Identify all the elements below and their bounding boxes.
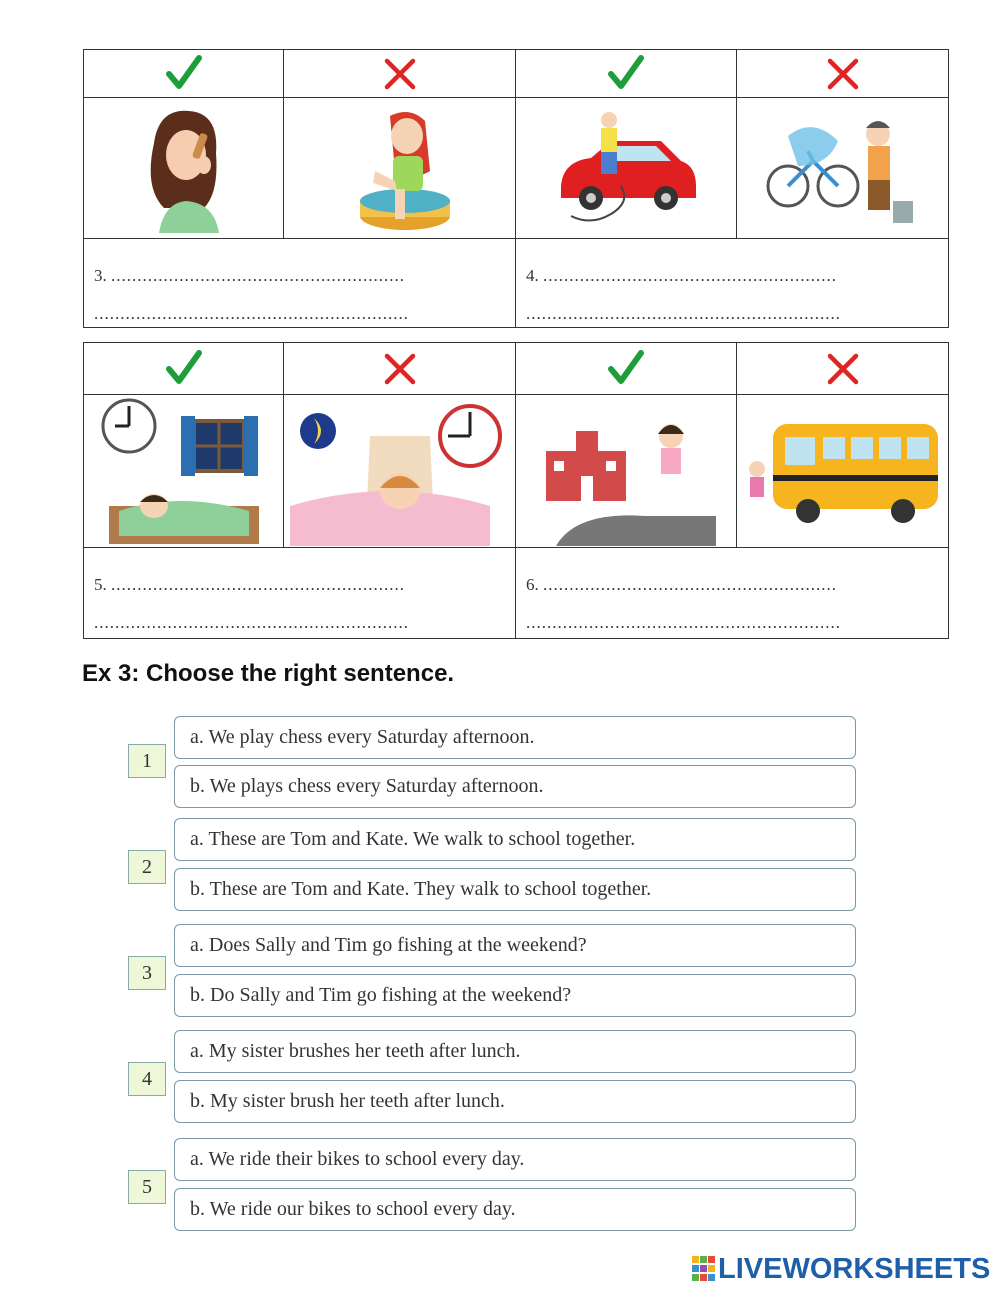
exercise-table-bottom [83, 342, 949, 639]
option-a[interactable]: a. We play chess every Saturday afternoon. [174, 716, 856, 759]
option-a[interactable]: a. Does Sally and Tim go fishing at the weekend? [174, 924, 856, 967]
question-number: 4 [128, 1062, 166, 1096]
option-a[interactable]: a. We ride their bikes to school every day. [174, 1138, 856, 1181]
answer-line[interactable]: ............................................................ [94, 613, 409, 632]
check-icon [516, 343, 737, 394]
answer-label: 6. [526, 575, 539, 594]
option-b[interactable]: b. My sister brush her teeth after lunch. [174, 1080, 856, 1123]
logo-text: LIVEWORKSHEETS [718, 1253, 991, 1285]
option-b[interactable]: b. We plays chess every Saturday afternoon. [174, 765, 856, 808]
answer-line[interactable]: ........................................................ [111, 266, 405, 285]
option-b[interactable]: b. We ride our bikes to school every day. [174, 1188, 856, 1231]
logo-mark-icon [692, 1256, 716, 1284]
question-number: 2 [128, 850, 166, 884]
check-icon [516, 50, 737, 97]
mark-row [84, 343, 948, 395]
check-icon [84, 343, 284, 394]
answer-5 [84, 548, 516, 638]
girl-combing-hair-picture [84, 98, 284, 238]
children-on-school-bus-picture [737, 395, 948, 547]
man-washing-bike-picture [737, 98, 948, 238]
boy-washing-car-picture [516, 98, 737, 238]
girl-sleeping-at-nine-picture [84, 395, 284, 547]
check-icon [84, 50, 284, 97]
liveworksheets-logo [692, 1253, 990, 1286]
picture-row [84, 98, 948, 239]
answer-label: 5. [94, 575, 107, 594]
girl-walking-to-school-picture [516, 395, 737, 547]
cross-icon [737, 50, 948, 97]
answer-line[interactable]: ........................................................ [111, 575, 405, 594]
answer-line[interactable]: ........................................................ [543, 266, 837, 285]
exercise-3-title: Ex 3: Choose the right sentence. [82, 660, 455, 687]
answer-line[interactable]: ........................................................ [543, 575, 837, 594]
answer-6 [516, 548, 948, 638]
question-number: 1 [128, 744, 166, 778]
girl-in-bed-at-nine-picture [284, 395, 516, 547]
answer-line[interactable]: ............................................................ [526, 613, 841, 632]
picture-row [84, 395, 948, 548]
option-b[interactable]: b. These are Tom and Kate. They walk to school together. [174, 868, 856, 911]
cross-icon [284, 343, 516, 394]
answer-label: 4. [526, 266, 539, 285]
answer-row [84, 548, 948, 638]
cross-icon [737, 343, 948, 394]
answer-row [84, 239, 948, 327]
mark-row [84, 50, 948, 98]
question-number: 5 [128, 1170, 166, 1204]
cross-icon [284, 50, 516, 97]
girl-putting-on-socks-picture [284, 98, 516, 238]
option-a[interactable]: a. My sister brushes her teeth after lunch. [174, 1030, 856, 1073]
exercise-table-top [83, 49, 949, 328]
option-a[interactable]: a. These are Tom and Kate. We walk to school together. [174, 818, 856, 861]
question-number: 3 [128, 956, 166, 990]
answer-3 [84, 239, 516, 327]
answer-line[interactable]: ............................................................ [526, 304, 841, 323]
answer-label: 3. [94, 266, 107, 285]
option-b[interactable]: b. Do Sally and Tim go fishing at the weekend? [174, 974, 856, 1017]
answer-4 [516, 239, 948, 327]
answer-line[interactable]: ............................................................ [94, 304, 409, 323]
